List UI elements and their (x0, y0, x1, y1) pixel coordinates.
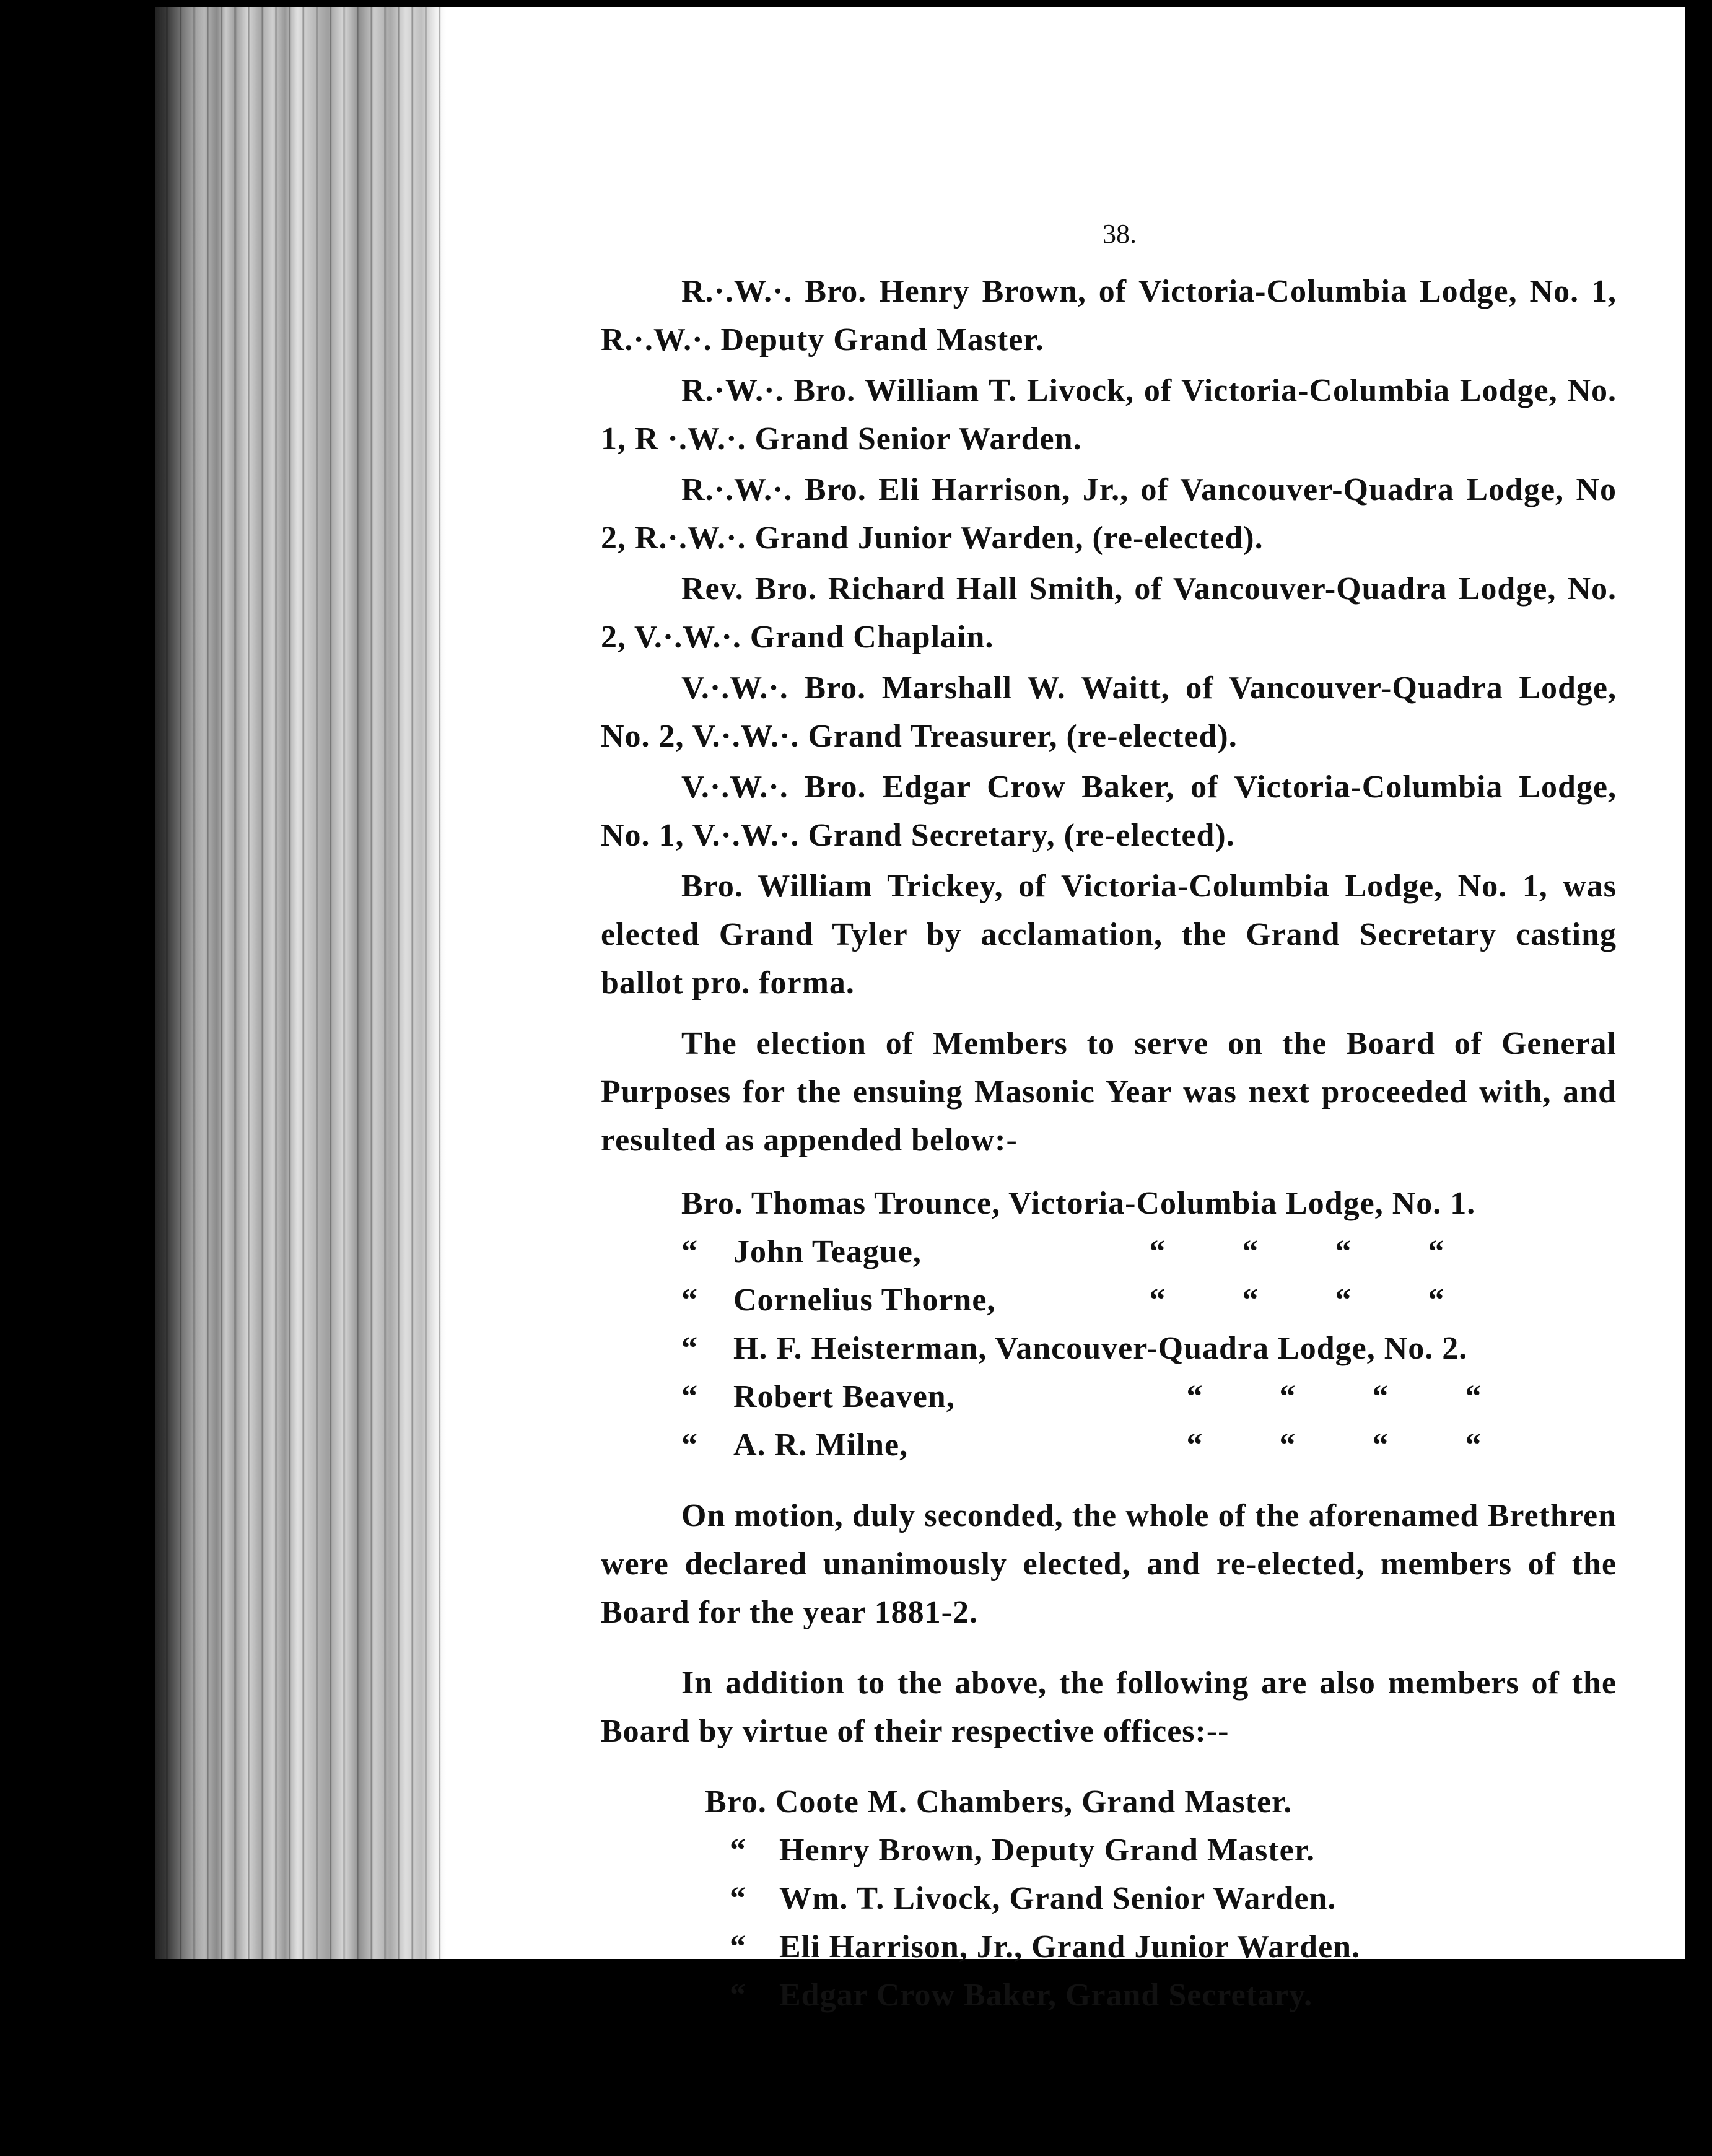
list-item (681, 1421, 1617, 1470)
ditto-mark: “ (1428, 1282, 1445, 1318)
ditto-mark: “ (1428, 1234, 1445, 1269)
ditto-mark: “ (730, 1978, 746, 2013)
ditto-mark: “ (1465, 1379, 1482, 1414)
board-member-first: Bro. Thomas Trounce, Victoria-Columbia Lodge, No. 1. (681, 1186, 1476, 1221)
office-members-list (601, 1778, 1617, 2020)
ditto-mark: “ (1372, 1379, 1389, 1414)
ditto-mark: “ (681, 1331, 698, 1366)
ditto-mark: “ (681, 1234, 698, 1269)
board-member-name: H. F. Heisterman, Vancouver-Quadra Lodge, No. 2. (733, 1331, 1468, 1366)
list-item (705, 1971, 1617, 2020)
ditto-mark: “ (1242, 1234, 1259, 1269)
ditto-mark: “ (681, 1282, 698, 1318)
page-number: 38. (1103, 219, 1137, 249)
list-item (705, 1875, 1617, 1923)
book-page-edge-lines (155, 7, 446, 1959)
paragraph-grand-junior-warden: R.·.W.·. Bro. Eli Harrison, Jr., of Vancouver-Quadra Lodge, No 2, R.·.W.·. Grand Junior Warden, (re-elected). (601, 472, 1617, 556)
board-member-name: Robert Beaven, (733, 1379, 955, 1414)
paragraph-grand-senior-warden: R.·W.·. Bro. William T. Livock, of Victoria-Columbia Lodge, No. 1, R ·.W.·. Grand Senior Warden. (601, 373, 1617, 457)
board-member-name: John Teague, (733, 1234, 922, 1269)
board-member-name: Cornelius Thorne, (733, 1282, 996, 1318)
office-member-name: Edgar Crow Baker, Grand Secretary. (779, 1978, 1313, 2013)
ditto-mark: “ (1242, 1282, 1259, 1318)
paragraph-board-election: The election of Members to serve on the Board of General Purposes for the ensuing Masonic Year was next proceeded with, and resulted as appended below:- (601, 1026, 1617, 1158)
ditto-mark: “ (1149, 1282, 1166, 1318)
list-item (681, 1228, 1617, 1276)
ditto-mark: “ (1186, 1379, 1203, 1414)
board-member-name: A. R. Milne, (733, 1427, 909, 1463)
list-item (681, 1373, 1617, 1421)
ditto-mark: “ (1279, 1427, 1296, 1463)
office-member-name: Henry Brown, Deputy Grand Master. (779, 1833, 1315, 1868)
ditto-mark: “ (730, 1881, 746, 1916)
paragraph-grand-tyler: Bro. William Trickey, of Victoria-Columbia Lodge, No. 1, was elected Grand Tyler by acclamation, the Grand Secretary casting ballot pro. forma. (601, 869, 1617, 1001)
ditto-mark: “ (681, 1427, 698, 1463)
list-item (705, 1778, 1617, 1826)
office-member-first: Bro. Coote M. Chambers, Grand Master. (705, 1784, 1293, 1820)
ditto-mark: “ (1335, 1282, 1352, 1318)
list-item (681, 1325, 1617, 1373)
ditto-mark: “ (1149, 1234, 1166, 1269)
ditto-mark: “ (1279, 1379, 1296, 1414)
ditto-mark: “ (1372, 1427, 1389, 1463)
list-item (705, 1826, 1617, 1875)
page-text-block (601, 211, 1617, 2020)
board-members-list (601, 1180, 1617, 1470)
paragraph-grand-secretary: V.·.W.·. Bro. Edgar Crow Baker, of Victoria-Columbia Lodge, No. 1, V.·.W.·. Grand Secretary, (re-elected). (601, 769, 1617, 853)
paragraph-grand-chaplain: Rev. Bro. Richard Hall Smith, of Vancouver-Quadra Lodge, No. 2, V.·.W.·. Grand Chaplain. (601, 571, 1617, 655)
paragraph-deputy-grand-master: R.·.W.·. Bro. Henry Brown, of Victoria-Columbia Lodge, No. 1, R.·.W.·. Deputy Grand Master. (601, 274, 1617, 357)
paragraph-motion: On motion, duly seconded, the whole of the aforenamed Brethren were declared unanimously elected, and re-elected, members of the Board for the year 1881-2. (601, 1498, 1617, 1630)
list-item (681, 1180, 1617, 1228)
ditto-mark: “ (730, 1833, 746, 1868)
office-member-name: Wm. T. Livock, Grand Senior Warden. (779, 1881, 1337, 1916)
ditto-mark: “ (681, 1379, 698, 1414)
ditto-mark: “ (1186, 1427, 1203, 1463)
paragraph-grand-treasurer: V.·.W.·. Bro. Marshall W. Waitt, of Vancouver-Quadra Lodge, No. 2, V.·.W.·. Grand Treasurer, (re-elected). (601, 670, 1617, 754)
list-item (705, 1923, 1617, 1971)
ditto-mark: “ (730, 1929, 746, 1965)
office-member-name: Eli Harrison, Jr., Grand Junior Warden. (779, 1929, 1361, 1965)
ditto-mark: “ (1335, 1234, 1352, 1269)
list-item (681, 1276, 1617, 1325)
paragraph-office-members: In addition to the above, the following are also members of the Board by virtue of their respective offices:-- (601, 1665, 1617, 1749)
ditto-mark: “ (1465, 1427, 1482, 1463)
